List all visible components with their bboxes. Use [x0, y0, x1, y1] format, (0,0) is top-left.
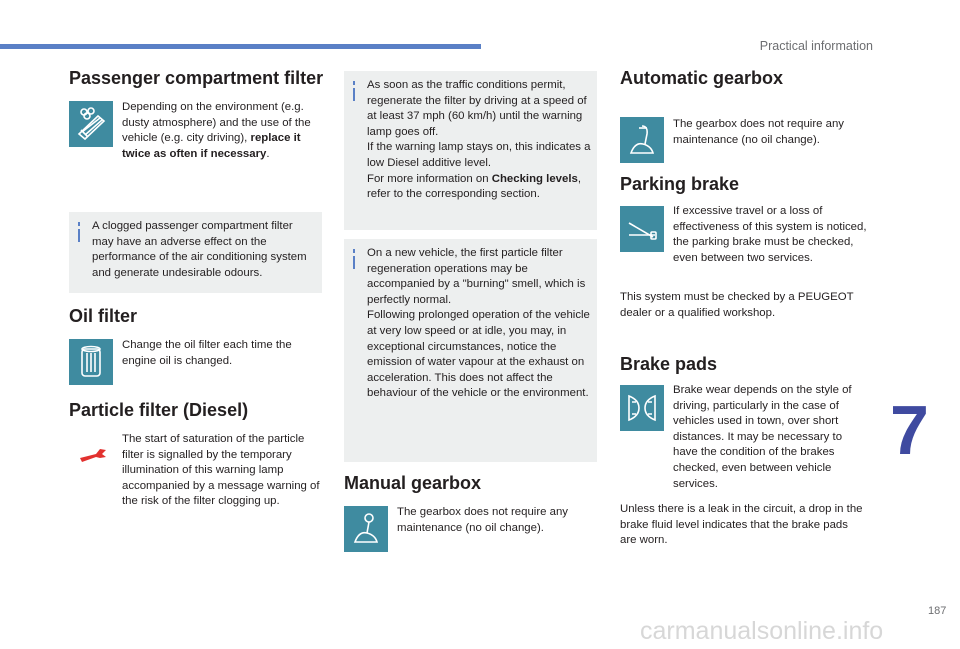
brake-pads-text: Brake wear depends on the style of driving, particularly in the case of vehicles used in town, over short distances. It may be necessary to have the condition of the brakes checked, even between vehicle services. — [673, 384, 852, 490]
oil-filter-icon — [69, 339, 113, 385]
particle-filter-text: The start of saturation of the particle filter is signalled by the temporary illumination of this warning lamp accompanied by a message warning of the risk of the filter clogging up. — [122, 433, 320, 508]
note-1-text-bold: Checking levels — [491, 172, 578, 185]
parking-brake-after-text: This system must be checked by a PEUGEOT dealer or a qualified workshop. — [620, 291, 854, 319]
info-marker — [78, 222, 80, 242]
brake-pads-title: Brake pads — [620, 354, 718, 374]
automatic-selector-icon — [620, 117, 664, 163]
cabin-filter-icon — [69, 101, 113, 147]
parking-brake-text: If excessive travel or a loss of effectiveness of this system is noticed, the parking brake must be checked, even between two services. — [673, 205, 867, 264]
automatic-gearbox-text: The gearbox does not require any maintenance (no oil change). — [673, 118, 844, 146]
parking-brake-lever-icon — [620, 206, 664, 252]
passenger-filter-text — [122, 100, 322, 162]
brake-pads-icon — [620, 385, 664, 431]
brake-pads-after-text: Unless there is a leak in the circuit, a drop in the brake fluid level indicates that the brake pads are worn. — [620, 503, 863, 547]
note-1-text-plain: As soon as the traffic conditions permit, regenerate the filter by driving at a speed of at least 37 mph (60 km/h) until the warning lamp goes off. If the warning lamp stays on, this indicates a low Diesel additive level. For more information on — [367, 79, 591, 185]
info-marker — [353, 81, 355, 101]
section-title: Practical information — [759, 39, 873, 53]
passenger-filter-text-end: . — [266, 147, 270, 160]
watermark: carmanualsonline.info — [640, 617, 884, 645]
chapter-number: 7 — [890, 391, 929, 469]
particle-filter-title: Particle filter (Diesel) — [69, 400, 249, 420]
oil-filter-title: Oil filter — [69, 306, 138, 326]
service-wrench-icon — [78, 446, 108, 464]
note-1-text-end: , refer to the corresponding section. — [367, 172, 581, 201]
oil-filter-text: Change the oil filter each time the engine oil is changed. — [122, 339, 292, 367]
particle-filter-note-2-text: On a new vehicle, the first particle filter regeneration operations may be accompanied by a "burning" smell, which is perfectly normal. Following prolonged operation of the vehicle at very low speed or at idle, you may, in exceptional circumstances, notice the emission of water vapour at the exhaust on acceleration. This does not affect the behaviour of the vehicle or the environment. — [367, 247, 590, 400]
gear-lever-icon — [344, 506, 388, 552]
automatic-gearbox-title: Automatic gearbox — [620, 68, 784, 88]
passenger-filter-note-text: A clogged passenger compartment filter may have an adverse effect on the performance of the air conditioning system and generate undesirable odours. — [92, 220, 307, 279]
passenger-filter-text-bold: replace it twice as often if necessary — [122, 132, 301, 160]
page-number: 187 — [928, 605, 947, 617]
passenger-filter-title: Passenger compartment filter — [69, 68, 324, 88]
parking-brake-title: Parking brake — [620, 174, 740, 194]
passenger-filter-note — [69, 212, 322, 293]
manual-gearbox-text: The gearbox does not require any maintenance (no oil change). — [397, 506, 568, 534]
particle-filter-note-1 — [344, 71, 597, 230]
info-marker — [353, 249, 355, 269]
manual-gearbox-title: Manual gearbox — [344, 473, 482, 493]
particle-filter-note-1-text — [367, 78, 593, 203]
passenger-filter-text-plain: Depending on the environment (e.g. dusty atmosphere) and the use of the vehicle (e.g. city driving), — [122, 101, 311, 145]
header-accent-bar — [0, 44, 481, 49]
particle-filter-note-2 — [344, 239, 597, 462]
